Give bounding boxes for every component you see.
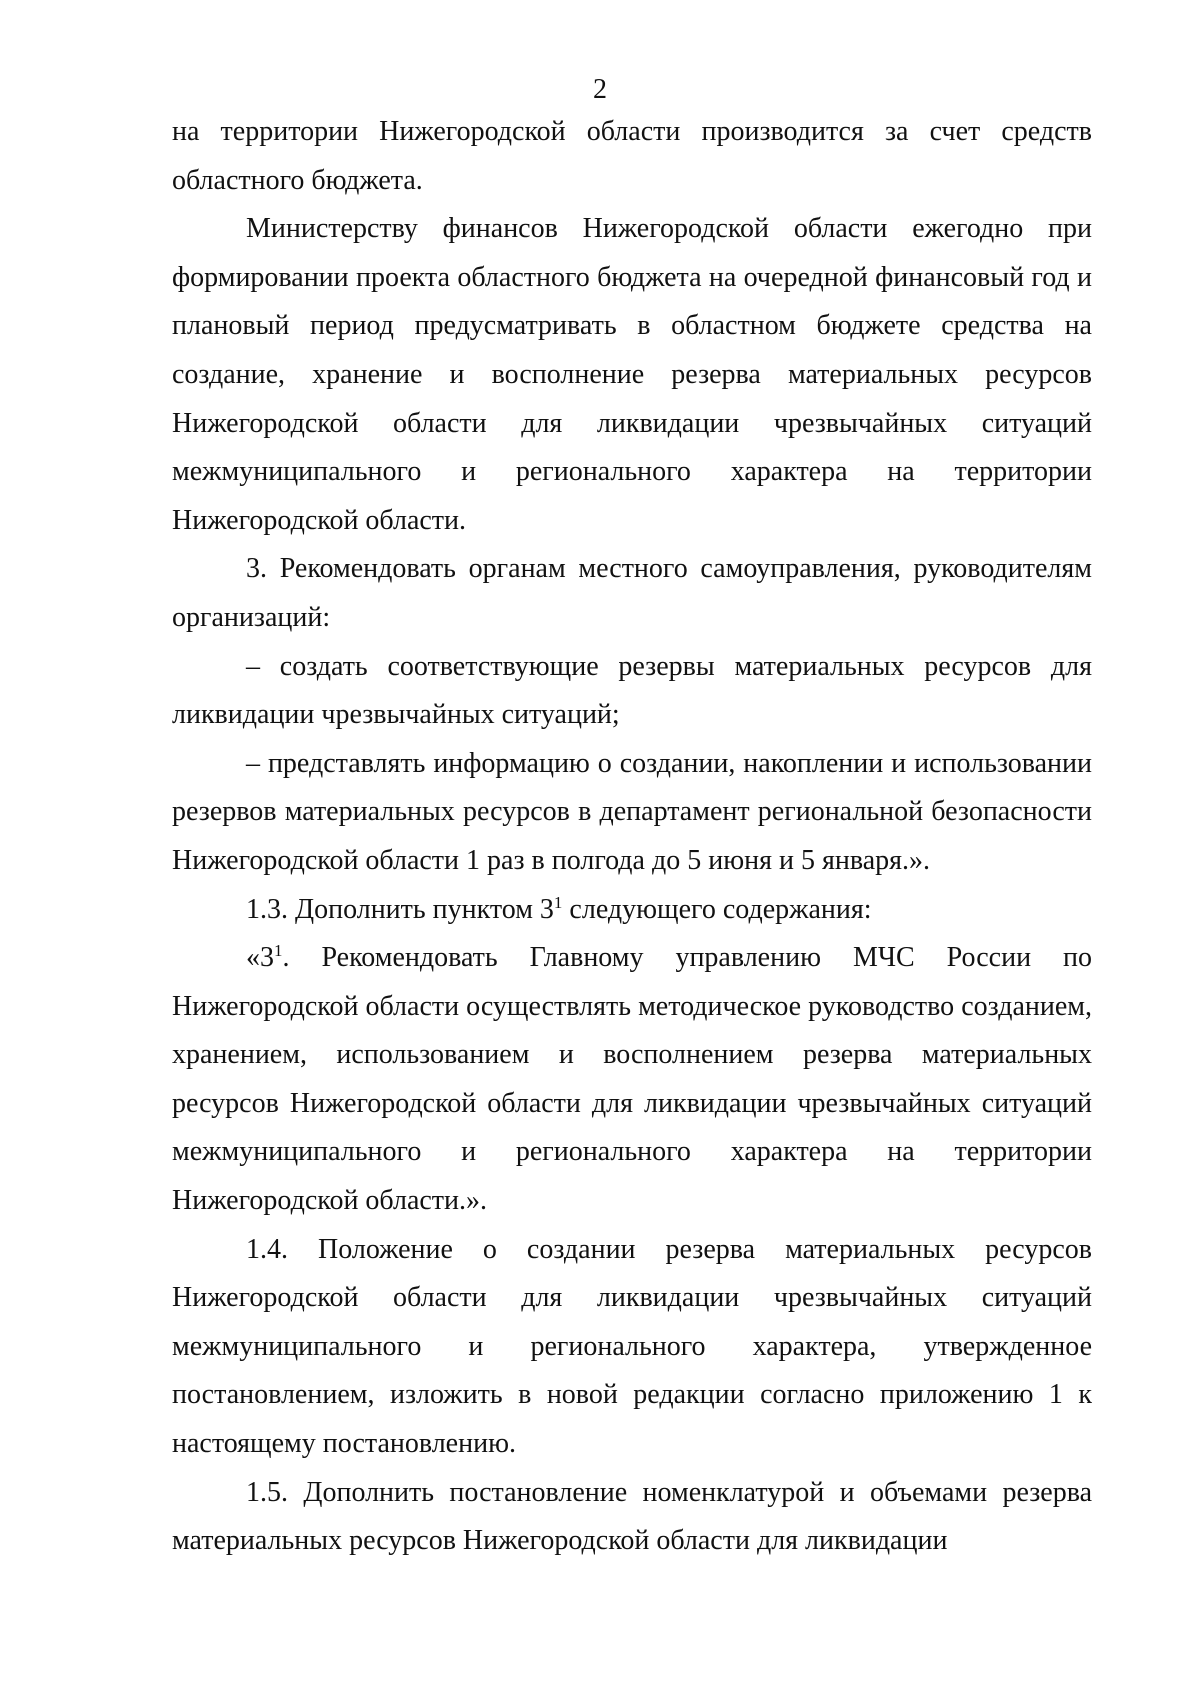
superscript-marker: 1 (553, 892, 563, 912)
document-body (172, 108, 1092, 1566)
paragraph-provide-information: – представлять информацию о создании, накоплении и использовании резервов материальных ресурсов в департамент региональной безопасности Нижегородской области 1 раз в полгода до 5 июня и 5 января.». (172, 747, 1092, 876)
paragraph-ministry-finance: Министерству финансов Нижегородской области ежегодно при формировании проекта областного бюджета на очередной финансовый год и плановый период предусматривать в областном бюджете средства на создание, хранение и восполнение резерва материальных ресурсов Нижегородской области для ликвидации чрезвычайных ситуаций межмуниципального и регионального характера на территории Нижегородской области. (172, 213, 1092, 536)
paragraph-item-3-1-lead: «3 (246, 942, 274, 974)
paragraph-item-1-3-tail: следующего содержания: (562, 893, 872, 925)
paragraph-item-1-4: 1.4. Положение о создании резерва материальных ресурсов Нижегородской области для ликвидации чрезвычайных ситуаций межмуниципального и регионального характера, утвержденное постановлением, изложить в новой редакции согласно приложению 1 к настоящему постановлению. (172, 1233, 1092, 1460)
paragraph-budget-source: на территории Нижегородской области производится за счет средств областного бюджета. (172, 116, 1092, 196)
paragraph-item-3-1 (172, 934, 1092, 1226)
page-number: 2 (593, 74, 607, 105)
paragraph-create-reserves: – создать соответствующие резервы материальных ресурсов для ликвидации чрезвычайных ситуаций; (172, 650, 1092, 731)
paragraph-item-3: 3. Рекомендовать органам местного самоуправления, руководителям организаций: (172, 553, 1092, 633)
paragraph-item-1-5: 1.5. Дополнить постановление номенклатурой и объемами резерва материальных ресурсов Нижегородской области для ликвидации (172, 1476, 1092, 1557)
paragraph-item-3-1-tail: . Рекомендовать Главному управлению МЧС России по Нижегородской области осуществлять методическое руководство созданием, хранением, использованием и восполнением резерва материальных ресурсов Нижегородской области для ликвидации чрезвычайных ситуаций межмуниципального и регионального характера на территории Нижегородской области.». (172, 942, 1092, 1217)
paragraph-item-1-3 (172, 886, 1092, 935)
paragraph-item-1-3-lead: 1.3. Дополнить пунктом 3 (246, 893, 554, 925)
superscript-marker: 1 (274, 941, 283, 961)
